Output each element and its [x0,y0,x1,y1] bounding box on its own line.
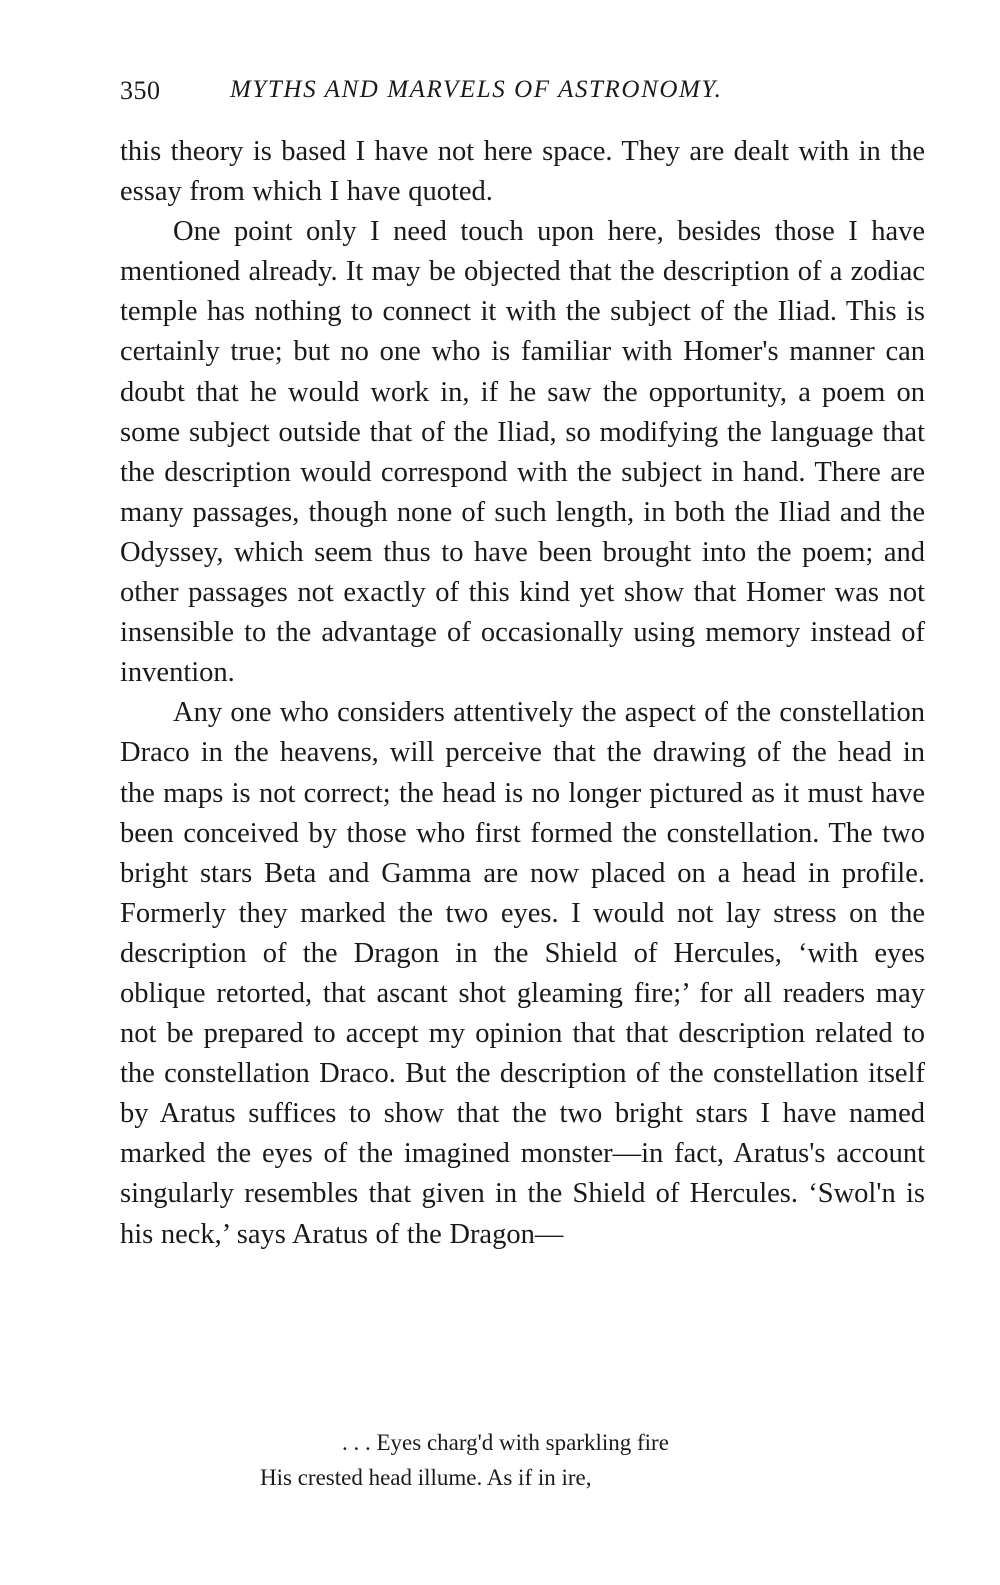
verse-line: . . . Eyes charg'd with sparkling fire [342,1430,669,1455]
body-text [120,132,925,1255]
page-header [120,72,925,112]
paragraph-homer: One point only I need touch upon here, besides those I have mentioned already. It may be objected that the description of a zodiac temple has nothing to connect it with the subject of the Iliad. This is certainly true; but no one who is familiar with Homer's manner can doubt that he would work in, if he saw the opportunity, a poem on some subject outside that of the Iliad, so modifying the language that the description would correspond with the subject in hand. There are many passages, though none of such length, in both the Iliad and the Odyssey, which seem thus to have been brought into the poem; and other passages not exactly of this kind yet show that Homer was not insensible to the advantage of occasionally using memory instead of invention. [120,216,925,689]
verse-line: His crested head illume. As if in ire, [260,1465,592,1490]
verse-quotation [120,1425,925,1495]
running-title: MYTHS AND MARVELS OF ASTRONOMY. [230,76,723,103]
page-number: 350 [120,76,161,105]
paragraph-continued: this theory is based I have not here space. They are dealt with in the essay from which I have quoted. [120,136,925,208]
paragraph-draco: Any one who considers attentively the aspect of the constellation Draco in the heavens, will perceive that the drawing of the head in the maps is not correct; the head is no longer pictured as it must have been conceived by those who first formed the constellation. The two bright stars Beta and Gamma are now placed on a head in profile. Formerly they marked the two eyes. I would not lay stress on the description of the Dragon in the Shield of Hercules, ‘with eyes oblique retorted, that ascant shot gleaming fire;’ for all readers may not be prepared to accept my opinion that that description related to the constellation Draco. But the description of the constellation itself by Aratus suffices to show that the two bright stars I have named marked the eyes of the imagined monster—in fact, Aratus's account singularly resembles that given in the Shield of Hercules. ‘Swol'n is his neck,’ says Aratus of the Dragon— [120,697,925,1250]
